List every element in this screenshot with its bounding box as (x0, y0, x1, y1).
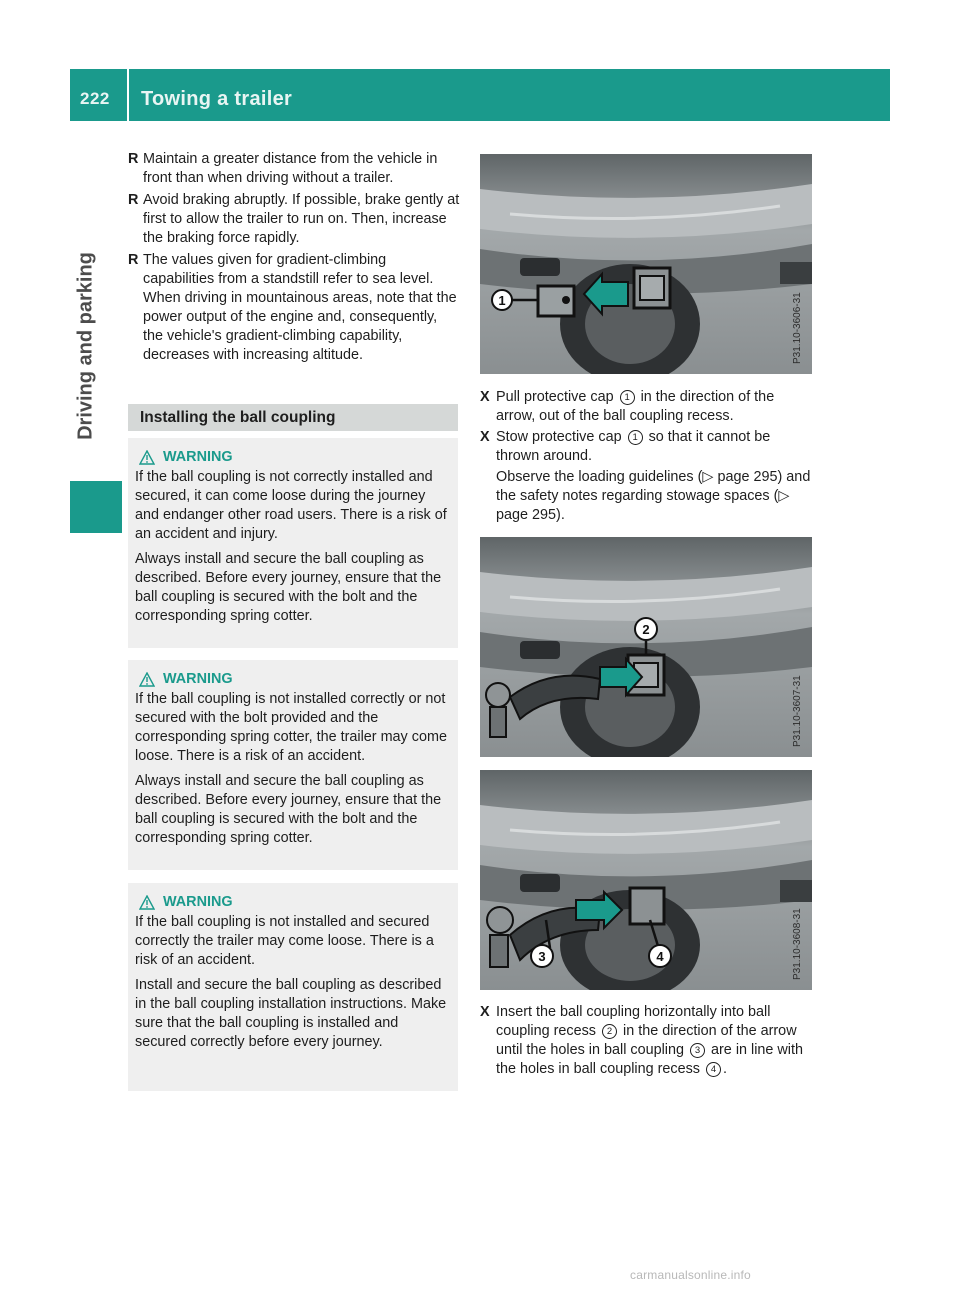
section-heading: Installing the ball coupling (128, 404, 458, 431)
warning-triangle-icon (139, 672, 155, 687)
sidebar-section-label: Driving and parking (74, 252, 97, 440)
warning-text: Always install and secure the ball coupling as described. Before every journey, ensure that the ball coupling is secured with the bolt and the corresponding spring cotter. (135, 773, 442, 846)
figure-code: P31.10-3608-31 (792, 908, 803, 980)
callout-ref: 4 (706, 1062, 721, 1077)
warning-box (128, 438, 458, 648)
list-item: R Avoid braking abruptly. If possible, brake gently at first to allow the trailer to run on. Then, increase the braking force rapidly. (128, 192, 460, 246)
list-item: R Maintain a greater distance from the vehicle in front than when driving without a trailer. (128, 151, 438, 186)
loading-note: Observe the loading guidelines (▷ page 295) and the safety notes regarding stowage spaces (▷ page 295). (496, 469, 811, 523)
page-header (70, 69, 890, 121)
warning-triangle-icon (139, 450, 155, 465)
figure-ball-coupling-insert (480, 770, 812, 990)
page-ref-arrow-icon: ▷ (702, 469, 714, 485)
callout-ref: 1 (620, 390, 635, 405)
warning-box (128, 883, 458, 1091)
intro-bullets (128, 150, 460, 368)
footer-watermark: carmanualsonline.info (630, 1268, 751, 1282)
callout-ref: 1 (628, 430, 643, 445)
figure-illustration (480, 537, 812, 757)
callout-label: 3 (538, 949, 546, 964)
warning-text: If the ball coupling is not installed and secured correctly the trailer may come loose. There is a risk of an accident. (135, 914, 434, 968)
warning-title: WARNING (163, 894, 233, 910)
warning-text: Install and secure the ball coupling as described in the ball coupling installation instructions. Make sure that the ball coupling is installed and secured correctly before every journey. (135, 977, 447, 1050)
figure-coupling-recess (480, 537, 812, 757)
header-divider (127, 69, 129, 121)
figure-protective-cap (480, 154, 812, 374)
figure-code: P31.10-3606-31 (792, 292, 803, 364)
page-title: Towing a trailer (141, 88, 293, 110)
callout-label: 1 (498, 293, 506, 308)
sidebar-marker (70, 481, 122, 533)
warning-text: If the ball coupling is not correctly installed and secured, it can come loose during the journey and endanger other road users. There is a risk of an accident and injury. (135, 469, 447, 542)
warning-title: WARNING (163, 671, 233, 687)
callout-label: 2 (642, 622, 650, 637)
list-item: X Insert the ball coupling horizontally into ball coupling recess 2 in the direction of the arrow until the holes in ball coupling 3 are in line with the holes in ball coupling recess 4 . (480, 1004, 804, 1077)
callout-ref: 3 (690, 1043, 705, 1058)
callout-ref: 2 (602, 1024, 617, 1039)
list-item: R The values given for gradient-climbing capabilities from a standstill refer to sea level. When driving in mountainous areas, note that the power output of the engine and, consequently, the vehicle's gradient-climbing capability, decreases with increasing altitude. (128, 252, 457, 363)
steps-insert-coupling (480, 1003, 812, 1081)
page-number: 222 (80, 89, 110, 108)
page-link[interactable]: page 295 (496, 507, 557, 523)
warning-text: If the ball coupling is not installed correctly or not secured with the bolt provided and the corresponding spring cotter, the trailer may come loose. There is a risk of an accident. (135, 691, 447, 764)
warning-triangle-icon (139, 895, 155, 910)
page-link[interactable]: page 295 (717, 469, 778, 485)
list-item: X Pull protective cap 1 in the direction of the arrow, out of the ball coupling recess. (480, 389, 775, 424)
warning-title: WARNING (163, 449, 233, 465)
figure-illustration (480, 770, 812, 990)
warning-box (128, 660, 458, 870)
list-item: X Stow protective cap 1 so that it cannot be thrown around. (480, 429, 771, 464)
page-ref-arrow-icon: ▷ (778, 488, 790, 504)
warning-text: Always install and secure the ball coupling as described. Before every journey, ensure that the ball coupling is secured with the bolt and the corresponding spring cotter. (135, 551, 442, 624)
figure-illustration (480, 154, 812, 374)
figure-code: P31.10-3607-31 (792, 675, 803, 747)
callout-label: 4 (656, 949, 664, 964)
steps-remove-cap (480, 388, 812, 525)
